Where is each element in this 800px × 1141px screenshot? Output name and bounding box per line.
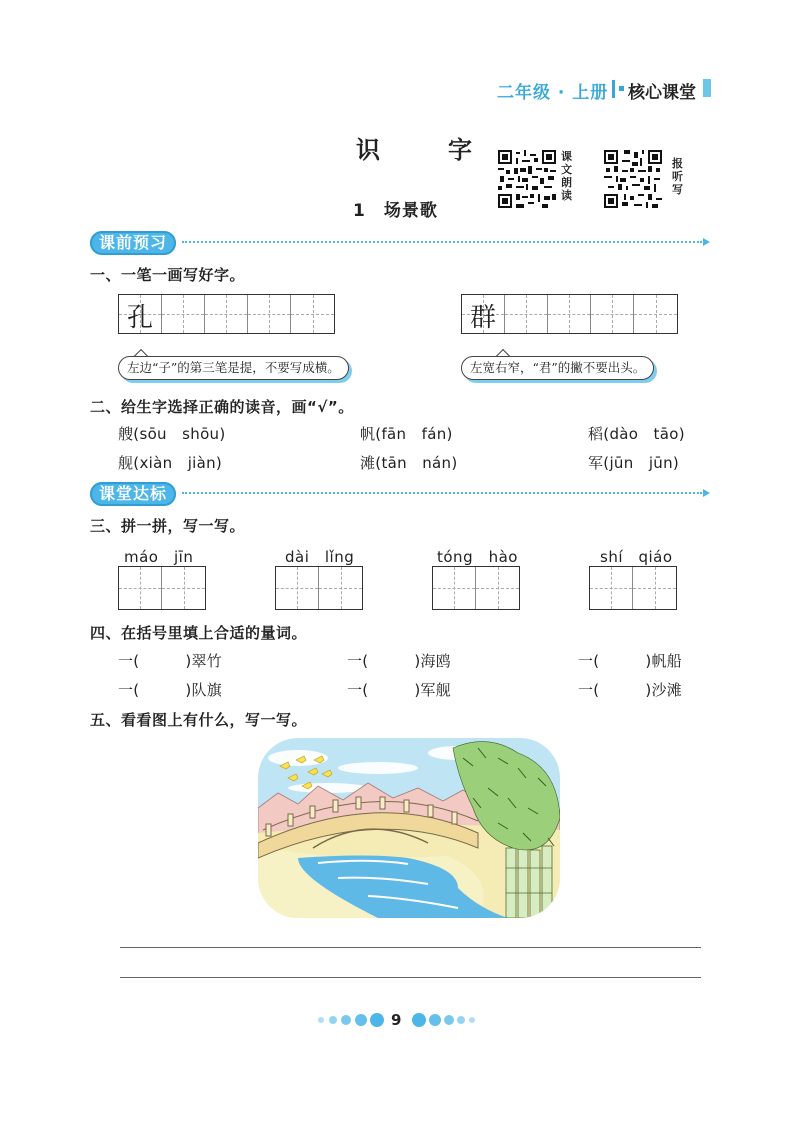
decor-dot — [429, 1014, 441, 1026]
pinyin-choice-item[interactable]: 军(jūn jūn) — [588, 454, 680, 472]
pinyin-label: dài lǐng — [285, 548, 355, 566]
answer-line[interactable] — [120, 977, 701, 978]
writing-tip-right: 左宽右窄，“君”的撇不要出头。 — [461, 356, 654, 380]
question-3-prompt: 三、拼一拼，写一写。 — [90, 517, 246, 535]
pinyin-choice-item[interactable]: 艘(sōu shōu) — [118, 425, 226, 443]
answer-line[interactable] — [120, 947, 701, 948]
grid-cell[interactable] — [276, 567, 319, 609]
writing-box-pair[interactable] — [589, 566, 677, 610]
decor-dot — [318, 1017, 324, 1023]
grid-cell[interactable] — [462, 295, 505, 333]
grid-cell[interactable] — [162, 295, 205, 333]
grid-cell[interactable] — [319, 567, 362, 609]
pinyin-choice-item[interactable]: 稻(dào tāo) — [588, 425, 685, 443]
measure-word-item[interactable]: 一( )沙滩 — [578, 681, 683, 699]
decor-dot — [355, 1014, 367, 1026]
measure-word-item[interactable]: 一( )军舰 — [347, 681, 452, 699]
writing-box-pair[interactable] — [118, 566, 206, 610]
question-5-prompt: 五、看看图上有什么，写一写。 — [90, 711, 308, 729]
qr-label-reading: 课文朗读 — [561, 150, 572, 202]
decor-dot — [457, 1016, 465, 1024]
pinyin-choice-item[interactable]: 滩(tān nán) — [360, 454, 458, 472]
grid-cell[interactable] — [205, 295, 248, 333]
grid-cell[interactable] — [590, 567, 633, 609]
grid-cell[interactable] — [476, 567, 519, 609]
model-character: 孔 — [126, 303, 153, 333]
writing-tip-left: 左边“子”的第三笔是提，不要写成横。 — [118, 356, 349, 380]
header-divider — [612, 80, 615, 98]
grid-cell[interactable] — [119, 567, 162, 609]
grid-cell[interactable] — [119, 295, 162, 333]
pinyin-label: shí qiáo — [600, 548, 673, 566]
lesson-title: 1 场景歌 — [353, 201, 438, 221]
scene-illustration — [258, 738, 560, 918]
decor-dot — [341, 1015, 351, 1025]
page-title: 识 字 — [356, 136, 494, 164]
grid-cell[interactable] — [591, 295, 634, 333]
grid-cell[interactable] — [633, 567, 676, 609]
decor-dot — [469, 1017, 475, 1023]
header-dot — [619, 86, 624, 91]
qr-label-dictation: 报听写 — [672, 157, 683, 196]
pinyin-choice-item[interactable]: 帆(fān fán) — [360, 425, 453, 443]
grid-cell[interactable] — [634, 295, 677, 333]
model-character: 群 — [469, 303, 496, 333]
header-bar — [703, 79, 711, 97]
grid-cell[interactable] — [162, 567, 205, 609]
grid-cell[interactable] — [433, 567, 476, 609]
writing-box-pair[interactable] — [432, 566, 520, 610]
decor-dot — [412, 1013, 426, 1027]
section-classroom-badge: 课堂达标 — [90, 482, 176, 506]
writing-grid-right[interactable] — [461, 294, 678, 334]
grid-cell[interactable] — [248, 295, 291, 333]
question-2-prompt: 二、给生字选择正确的读音，画“√”。 — [90, 398, 354, 416]
decor-dot — [370, 1013, 384, 1027]
measure-word-item[interactable]: 一( )队旗 — [118, 681, 223, 699]
measure-word-item[interactable]: 一( )海鸥 — [347, 652, 452, 670]
pinyin-choice-item[interactable]: 舰(xiàn jiàn) — [118, 454, 223, 472]
grade-label: 二年级 · 上册 — [497, 83, 609, 103]
writing-box-pair[interactable] — [275, 566, 363, 610]
measure-word-item[interactable]: 一( )帆船 — [578, 652, 683, 670]
arrow-right-icon — [703, 238, 710, 246]
decor-dot — [329, 1016, 337, 1024]
arrow-right-icon — [703, 489, 710, 497]
measure-word-item[interactable]: 一( )翠竹 — [118, 652, 223, 670]
series-label: 核心课堂 — [628, 83, 696, 103]
grid-cell[interactable] — [505, 295, 548, 333]
decor-dot — [444, 1015, 454, 1025]
section-preview-badge: 课前预习 — [90, 231, 176, 255]
qr-code-dictation[interactable] — [604, 150, 662, 208]
section-classroom-dotted-line — [182, 492, 702, 494]
pinyin-label: tóng hào — [437, 548, 518, 566]
section-preview-dotted-line — [182, 241, 702, 243]
writing-grid-left[interactable] — [118, 294, 335, 334]
question-4-prompt: 四、在括号里填上合适的量词。 — [90, 624, 308, 642]
pinyin-label: máo jīn — [124, 548, 194, 566]
grid-cell[interactable] — [291, 295, 334, 333]
page-number: 9 — [391, 1011, 402, 1029]
question-1-prompt: 一、一笔一画写好字。 — [90, 266, 246, 284]
grid-cell[interactable] — [548, 295, 591, 333]
qr-code-reading[interactable] — [498, 150, 556, 208]
